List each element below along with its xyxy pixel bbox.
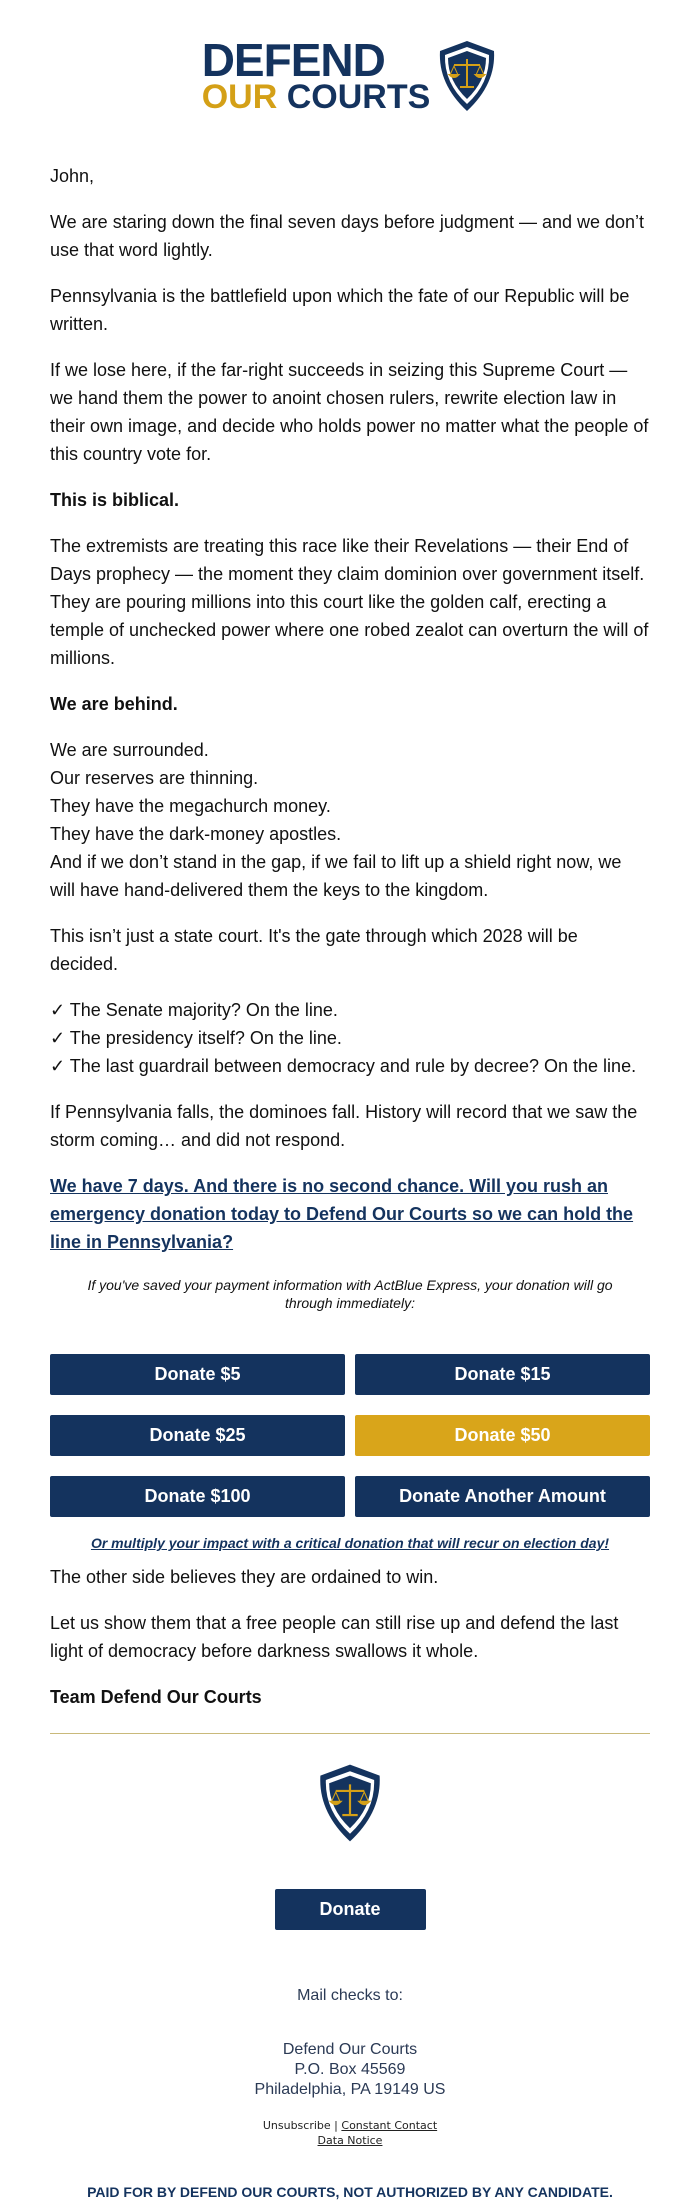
logo-text	[201, 34, 431, 116]
line: Our reserves are thinning.	[50, 768, 259, 788]
logo-courts: COURTS	[286, 77, 431, 116]
constant-contact-link[interactable]: Constant Contact	[341, 2119, 438, 2132]
address-line: Defend Our Courts	[282, 2041, 418, 2058]
data-notice-link[interactable]: Data Notice	[317, 2134, 383, 2147]
paragraph: Let us show them that a free people can still rise up and defend the last light of democracy before darkness swallows it whole.	[50, 1613, 619, 1661]
donation-cta-link[interactable]: We have 7 days. And there is no second chance. Will you rush an emergency donation today to Defend Our Courts so we can hold the line in Pennsylvania?	[50, 1176, 634, 1252]
paragraph: Pennsylvania is the battlefield upon which the fate of our Republic will be written.	[50, 286, 630, 334]
donate-100-button[interactable]: Donate $100	[50, 1476, 345, 1517]
logo-line1: DEFEND	[201, 34, 385, 87]
paragraph: The extremists are treating this race like their Revelations — their End of Days prophecy — the moment they claim dominion over government itself. They are pouring millions into this court like the golden calf, erecting a temple of unchecked power where one robed zealot can overturn the will of millions.	[50, 536, 649, 668]
signature: Team Defend Our Courts	[50, 1687, 262, 1707]
donate-25-button[interactable]: Donate $25	[50, 1415, 345, 1456]
logo-our: OUR	[201, 77, 278, 116]
paragraph: We are staring down the final seven days before judgment — and we don’t use that word lightly.	[50, 212, 645, 260]
paragraph-bold: This is biblical.	[50, 490, 180, 510]
logo	[50, 34, 650, 116]
footer-links	[50, 2118, 650, 2148]
address-line: Philadelphia, PA 19149 US	[254, 2081, 446, 2098]
check-item: ✓ The Senate majority? On the line.	[50, 1000, 338, 1020]
donate-15-button[interactable]: Donate $15	[355, 1354, 650, 1395]
donate-buttons	[50, 1354, 650, 1517]
paragraph: If we lose here, if the far-right succeeds in seizing this Supreme Court — we hand them the power to anoint chosen rulers, rewrite election law in their own image, and decide who holds power no matter what the people of this country vote for.	[50, 360, 649, 464]
check-item: ✓ The last guardrail between democracy and rule by decree? On the line.	[50, 1056, 637, 1076]
logo-line2	[201, 77, 431, 116]
address-line: P.O. Box 45569	[294, 2061, 406, 2078]
line: They have the dark-money apostles.	[50, 824, 342, 844]
divider	[50, 1733, 650, 1734]
donate-other-amount-button[interactable]: Donate Another Amount	[355, 1476, 650, 1517]
actblue-note: If you've saved your payment information with ActBlue Express, your donation will go through immediately:	[87, 1277, 613, 1311]
paid-for-disclaimer: PAID FOR BY DEFEND OUR COURTS, NOT AUTHORIZED BY ANY CANDIDATE.	[87, 2184, 613, 2200]
check-item: ✓ The presidency itself? On the line.	[50, 1028, 342, 1048]
paragraph: This isn’t just a state court. It's the gate through which 2028 will be decided.	[50, 926, 578, 974]
paragraph: If Pennsylvania falls, the dominoes fall. History will record that we saw the storm coming… and did not respond.	[50, 1102, 638, 1150]
separator: |	[334, 2119, 338, 2132]
shield-scales-icon	[436, 39, 498, 113]
paragraph: The other side believes they are ordained to win.	[50, 1567, 439, 1587]
line: And if we don’t stand in the gap, if we fail to lift up a shield right now, we will have hand-delivered them the keys to the kingdom.	[50, 852, 622, 900]
footer-shield	[50, 1762, 650, 1849]
greeting: John,	[50, 166, 95, 186]
recurring-donation-link[interactable]: Or multiply your impact with a critical donation that will recur on election day!	[90, 1535, 610, 1551]
donate-5-button[interactable]: Donate $5	[50, 1354, 345, 1395]
unsubscribe-link[interactable]: Unsubscribe	[262, 2119, 331, 2132]
short-lines	[50, 736, 650, 904]
line: We are surrounded.	[50, 740, 209, 760]
shield-scales-icon	[316, 1762, 384, 1844]
mail-checks-label: Mail checks to:	[297, 1987, 403, 2004]
email-body	[50, 0, 650, 2200]
checklist	[50, 996, 650, 1080]
footer-donate-button[interactable]: Donate	[275, 1889, 426, 1930]
donate-50-button[interactable]: Donate $50	[355, 1415, 650, 1456]
paragraph-bold: We are behind.	[50, 694, 178, 714]
line: They have the megachurch money.	[50, 796, 331, 816]
